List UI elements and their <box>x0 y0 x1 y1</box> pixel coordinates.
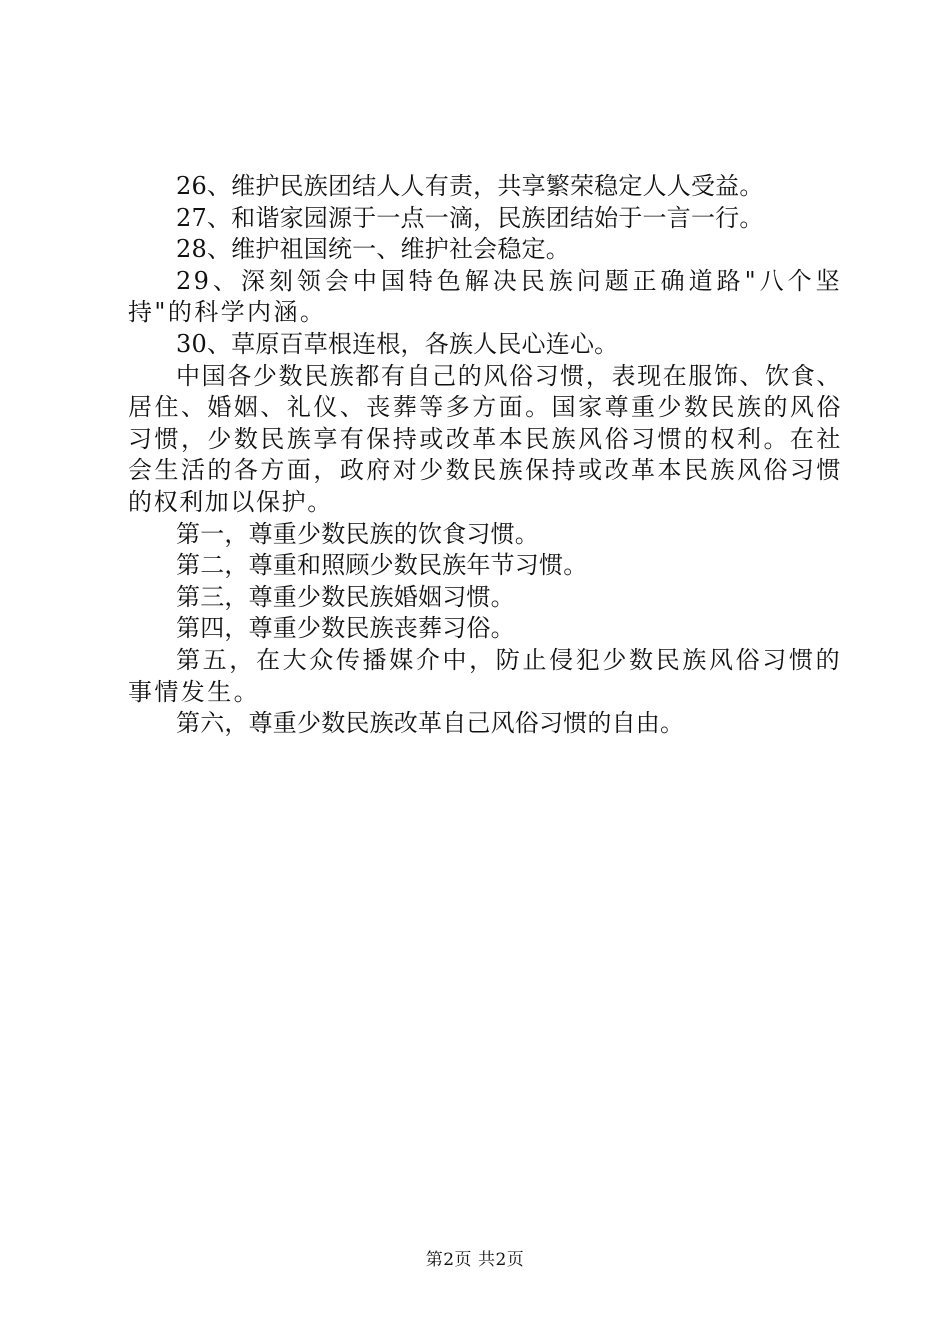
paragraph-28: 28、维护祖国统一、维护社会稳定。 <box>176 235 570 264</box>
paragraph-second: 第二，尊重和照顾少数民族年节习惯。 <box>176 551 588 580</box>
paragraph-29: 29、深刻领会中国特色解决民族问题正确道路"八个坚持"的科学内涵。 <box>128 266 842 327</box>
paragraph-third: 第三，尊重少数民族婚姻习惯。 <box>176 582 515 611</box>
paragraph-fifth: 第五，在大众传播媒介中，防止侵犯少数民族风俗习惯的事情发生。 <box>128 645 842 706</box>
page-footer: 第2页 共2页 <box>425 1250 525 1270</box>
paragraph-30: 30、草原百草根连根，各族人民心连心。 <box>176 329 619 358</box>
paragraph-first: 第一，尊重少数民族的饮食习惯。 <box>176 519 539 548</box>
paragraph-fourth: 第四，尊重少数民族丧葬习俗。 <box>176 614 515 643</box>
paragraph-26: 26、维护民族团结人人有责，共享繁荣稳定人人受益。 <box>176 172 764 200</box>
paragraph-27: 27、和谐家园源于一点一滴，民族团结始于一言一行。 <box>176 203 764 232</box>
paragraph-sixth: 第六，尊重少数民族改革自己风俗习惯的自由。 <box>176 709 685 738</box>
paragraph-customs-intro: 中国各少数民族都有自己的风俗习惯，表现在服饰、饮食、居住、婚姻、礼仪、丧葬等多方面。国家尊重少数民族的风俗习惯，少数民族享有保持或改革本民族风俗习惯的权利。在社会生活的各方面，政府对少数民族保持或改革本民族风俗习惯的权利加以保护。 <box>128 361 842 516</box>
document-body <box>128 171 842 740</box>
